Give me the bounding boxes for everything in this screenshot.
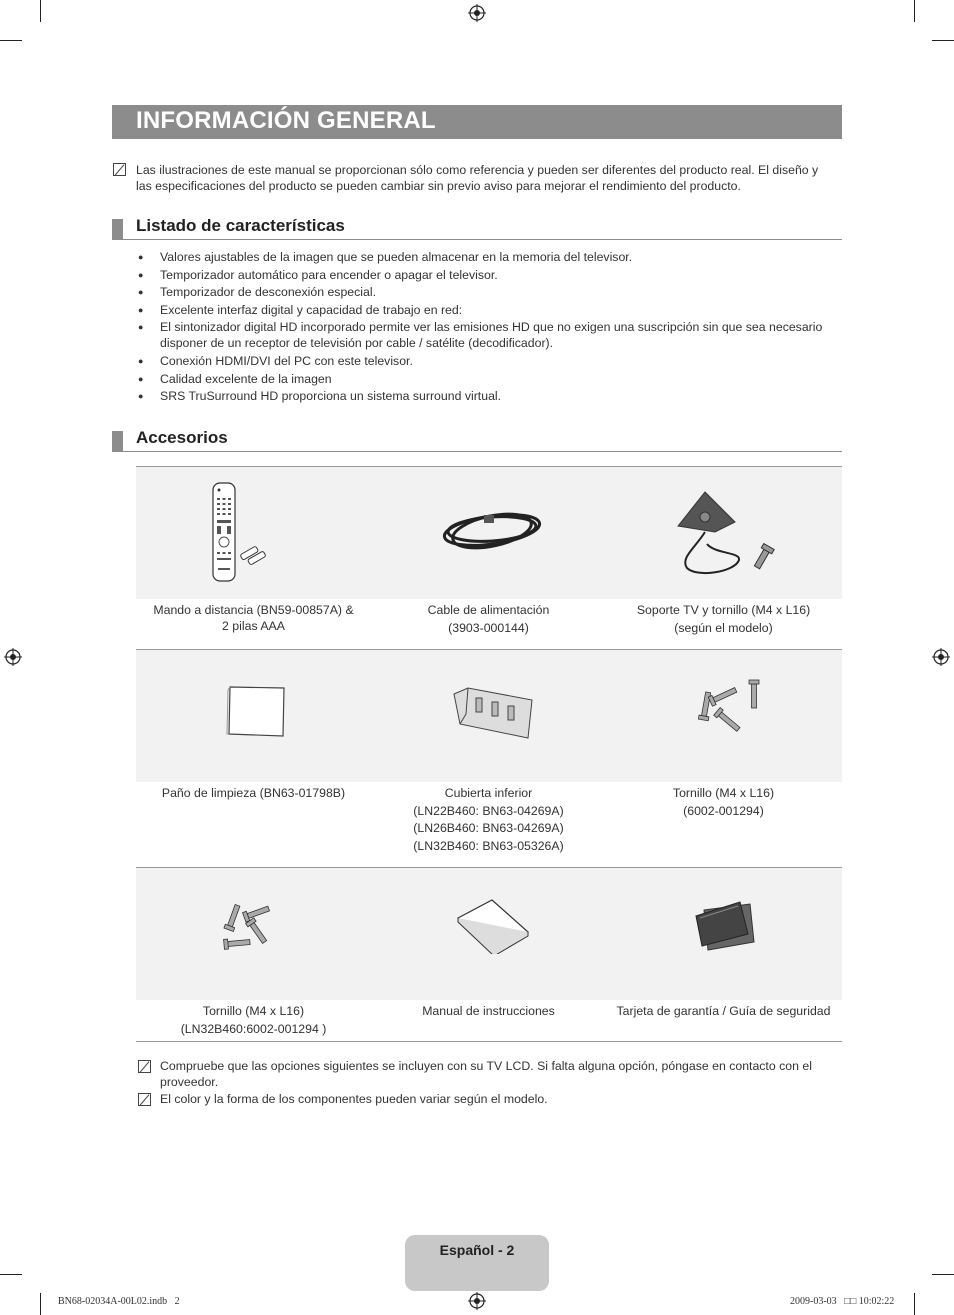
caption-line: (LN22B460: BN63-04269A) <box>413 803 564 818</box>
accessory-caption <box>136 1003 371 1038</box>
note-text: Compruebe que las opciones siguientes se incluyen con su TV LCD. Si falta alguna opción, póngase en contacto con el proveedor. <box>160 1059 812 1089</box>
screws-icon <box>694 678 764 738</box>
date-slug: 2009-03-03 □□ 10:02:22 <box>790 1296 895 1307</box>
caption-line: Manual de instrucciones <box>422 1004 555 1018</box>
caption-line: (LN26B460: BN63-04269A) <box>413 821 564 835</box>
screws-icon <box>222 898 282 953</box>
caption-line: (LN32B460: BN63-05326A) <box>413 838 564 853</box>
registration-mark-icon <box>4 648 22 666</box>
note-icon <box>113 163 126 176</box>
remote-icon <box>205 480 275 585</box>
list-item: ● Temporizador de desconexión especial. <box>138 284 828 300</box>
caption-line: Soporte TV y tornillo (M4 x L16) <box>636 603 811 617</box>
list-item: ● Temporizador automático para encender o apagar el televisor. <box>138 267 828 283</box>
features-list <box>138 249 828 406</box>
caption-line: (3903-000144) <box>448 620 529 635</box>
caption-line: (LN32B460:6002-001294 ) <box>180 1021 327 1036</box>
note-icon <box>138 1060 151 1073</box>
accessory-caption <box>606 1003 841 1021</box>
caption-line: Tornillo (M4 x L16) <box>202 1004 305 1018</box>
page-title-bar <box>112 105 842 139</box>
accessory-caption <box>371 602 606 637</box>
manual-icon <box>456 898 532 954</box>
accessory-caption <box>606 785 841 820</box>
list-item: ● SRS TruSurround HD proporciona un sistema surround virtual. <box>138 388 828 404</box>
features-heading-label: Listado de características <box>136 216 345 235</box>
accessory-caption <box>371 785 606 855</box>
list-item: ● Calidad excelente de la imagen <box>138 371 828 387</box>
registration-mark-icon <box>468 4 486 22</box>
accessory-caption <box>606 602 841 637</box>
stand-icon <box>675 488 785 578</box>
page-number: Español - 2 <box>439 1242 515 1258</box>
list-item: ● Excelente interfaz digital y capacidad de trabajo en red: <box>138 302 828 318</box>
list-item: ● Conexión HDMI/DVI del PC con este televisor. <box>138 353 828 369</box>
list-item: ● El sintonizador digital HD incorporado permite ver las emisiones HD que no exigen una suscripción sin que sea necesario disponer de un receptor de televisión por cable / satélite (decodificador). <box>138 319 828 351</box>
cover-icon <box>448 684 538 742</box>
file-slug: BN68-02034A-00L02.indb 2 <box>58 1296 180 1307</box>
caption-line: 2 pilas AAA <box>222 618 285 633</box>
intro-note: Las ilustraciones de este manual se proporcionan sólo como referencia y pueden ser diferentes del producto real. El diseño y las especificaciones del producto se pueden cambiar sin previo aviso para mejorar el rendimiento del producto. <box>136 163 819 193</box>
caption-line: (6002-001294) <box>683 803 764 818</box>
accessory-caption <box>136 785 371 803</box>
section-marker <box>112 219 123 239</box>
accessories-heading <box>112 429 842 452</box>
page-number-tab <box>405 1235 549 1291</box>
cloth-icon <box>226 684 288 740</box>
features-heading <box>112 217 842 240</box>
caption-line: Tornillo (M4 x L16) <box>672 786 775 800</box>
accessory-caption <box>371 1003 606 1021</box>
caption-line: Mando a distancia (BN59-00857A) & <box>153 603 354 617</box>
power-cable-icon <box>438 505 546 555</box>
accessory-caption <box>136 602 371 635</box>
table-rule <box>136 1041 842 1042</box>
warranty-card-icon <box>694 900 758 952</box>
registration-mark-icon <box>468 1292 486 1310</box>
registration-mark-icon <box>932 648 950 666</box>
caption-line: (según el modelo) <box>674 620 773 635</box>
list-item: ● Valores ajustables de la imagen que se pueden almacenar en la memoria del televisor. <box>138 249 828 265</box>
caption-line: Cable de alimentación <box>427 603 550 617</box>
note-icon <box>138 1093 151 1106</box>
accessories-heading-label: Accesorios <box>136 428 228 447</box>
note-text: El color y la forma de los componentes pueden variar según el modelo. <box>160 1092 548 1106</box>
caption-line: Paño de limpieza (BN63-01798B) <box>161 786 346 800</box>
page-title: INFORMACIÓN GENERAL <box>136 107 436 134</box>
section-marker <box>112 431 123 451</box>
caption-line: Tarjeta de garantía / Guía de seguridad <box>616 1004 831 1018</box>
caption-line: Cubierta inferior <box>444 786 533 800</box>
